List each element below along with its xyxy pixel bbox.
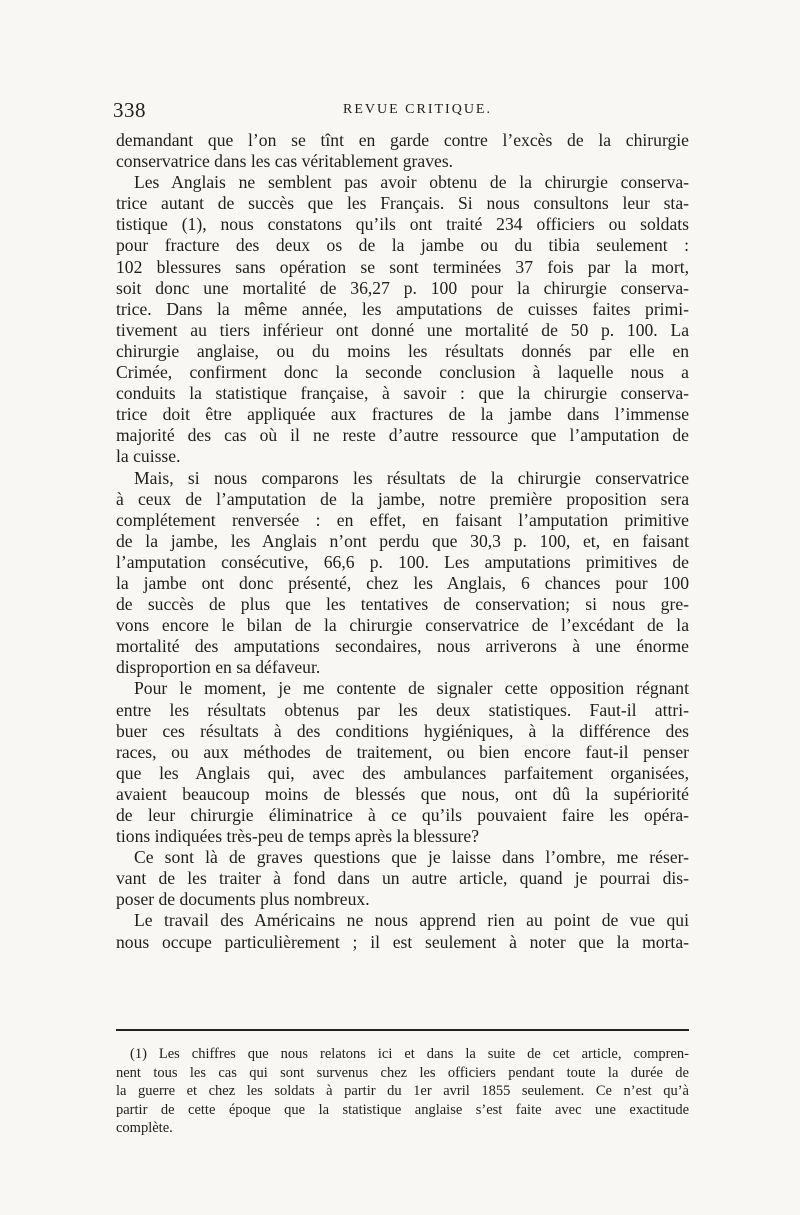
text-line: Les Anglais ne semblent pas avoir obtenu de la chirurgie conserva-: [134, 172, 689, 193]
text-line: complétement renversée : en effet, en faisant l’amputation primitive: [116, 509, 689, 530]
text-line: disproportion en sa défaveur.: [116, 657, 321, 678]
text-line: que les Anglais qui, avec des ambulances parfaitement organisées,: [116, 762, 689, 783]
text-line: trice doit être appliquée aux fractures de la jambe dans l’immense: [116, 404, 689, 425]
text-line: demandant que l’on se tînt en garde contre l’excès de la chirurgie: [116, 130, 689, 150]
footnote-line: complète.: [116, 1120, 173, 1137]
page-number: 338: [113, 98, 146, 122]
text-line: 102 blessures sans opération se sont terminées 37 fois par la mort,: [116, 256, 689, 277]
text-line: conduits la statistique française, à savoir : que la chirurgie conserva-: [116, 383, 689, 404]
text-line: pour fracture des deux os de la jambe ou du tibia seulement :: [116, 235, 689, 256]
text-line: Le travail des Américains ne nous apprend rien au point de vue qui: [134, 910, 689, 931]
text-line: soit donc une mortalité de 36,27 p. 100 pour la chirurgie conserva-: [116, 277, 689, 298]
text-line: la jambe ont donc présenté, chez les Anglais, 6 chances pour 100: [116, 572, 689, 593]
footnote-line: nent tous les cas qui sont survenus chez les officiers pendant toute la durée de: [116, 1064, 689, 1081]
text-line: buer ces résultats à des conditions hygiéniques, à la différence des: [116, 720, 689, 741]
text-line: tistique (1), nous constatons qu’ils ont traité 234 officiers ou soldats: [116, 214, 689, 235]
running-head: REVUE CRITIQUE.: [343, 102, 492, 117]
text-line: Pour le moment, je me contente de signaler cette opposition régnant: [134, 678, 689, 699]
page-header: [113, 98, 689, 122]
text-line: Ce sont là de graves questions que je laisse dans l’ombre, me réser-: [134, 847, 689, 868]
text-line: majorité des cas où il ne reste d’autre ressource que l’amputation de: [116, 425, 689, 446]
text-line: chirurgie anglaise, ou du moins les résultats donnés par elle en: [116, 340, 689, 361]
text-line: entre les résultats obtenus par les deux statistiques. Faut-il attri-: [116, 699, 689, 720]
text-line: tivement au tiers inférieur ont donné une mortalité de 50 p. 100. La: [116, 319, 689, 340]
text-line: de la jambe, les Anglais n’ont perdu que 30,3 p. 100, et, en faisant: [116, 530, 689, 551]
text-line: poser de documents plus nombreux.: [116, 889, 370, 910]
footnote: [116, 1045, 689, 1138]
body-text: [116, 130, 689, 953]
footnote-line: la guerre et chez les soldats à partir du 1er avril 1855 seulement. Ce n’est qu’à: [116, 1083, 689, 1100]
text-line: Mais, si nous comparons les résultats de la chirurgie conservatrice: [134, 467, 689, 488]
text-line: conservatrice dans les cas véritablement graves.: [116, 151, 454, 172]
text-line: races, ou aux méthodes de traitement, ou bien encore faut-il penser: [116, 741, 689, 762]
text-line: de succès de plus que les tentatives de conservation; si nous gre-: [116, 594, 689, 615]
text-line: trice autant de succès que les Français. Si nous consultons leur sta-: [116, 193, 689, 214]
text-line: vons encore le bilan de la chirurgie conservatrice de l’excédant de la: [116, 615, 689, 636]
footnote-divider: [116, 1029, 689, 1031]
text-line: la cuisse.: [116, 446, 181, 467]
text-line: nous occupe particulièrement ; il est seulement à noter que la morta-: [116, 931, 689, 952]
text-line: Crimée, confirment donc la seconde conclusion à laquelle nous a: [116, 362, 689, 383]
text-line: vant de les traiter à fond dans un autre article, quand je pourrai dis-: [116, 868, 689, 889]
footnote-line: partir de cette époque que la statistique anglaise s’est faite avec une exactitude: [116, 1101, 689, 1118]
text-line: mortalité des amputations secondaires, nous arriverons à une énorme: [116, 636, 689, 657]
text-line: avaient beaucoup moins de blessés que nous, ont dû la supériorité: [116, 783, 689, 804]
text-line: à ceux de l’amputation de la jambe, notre première proposition sera: [116, 488, 689, 509]
text-line: trice. Dans la même année, les amputations de cuisses faites primi-: [116, 298, 689, 319]
text-line: tions indiquées très-peu de temps après la blessure?: [116, 826, 480, 847]
text-line: l’amputation consécutive, 66,6 p. 100. Les amputations primitives de: [116, 551, 689, 572]
text-line: de leur chirurgie éliminatrice à ce qu’ils pouvaient faire les opéra-: [116, 805, 689, 825]
footnote-line: (1) Les chiffres que nous relatons ici et dans la suite de cet article, compren-: [130, 1046, 689, 1062]
